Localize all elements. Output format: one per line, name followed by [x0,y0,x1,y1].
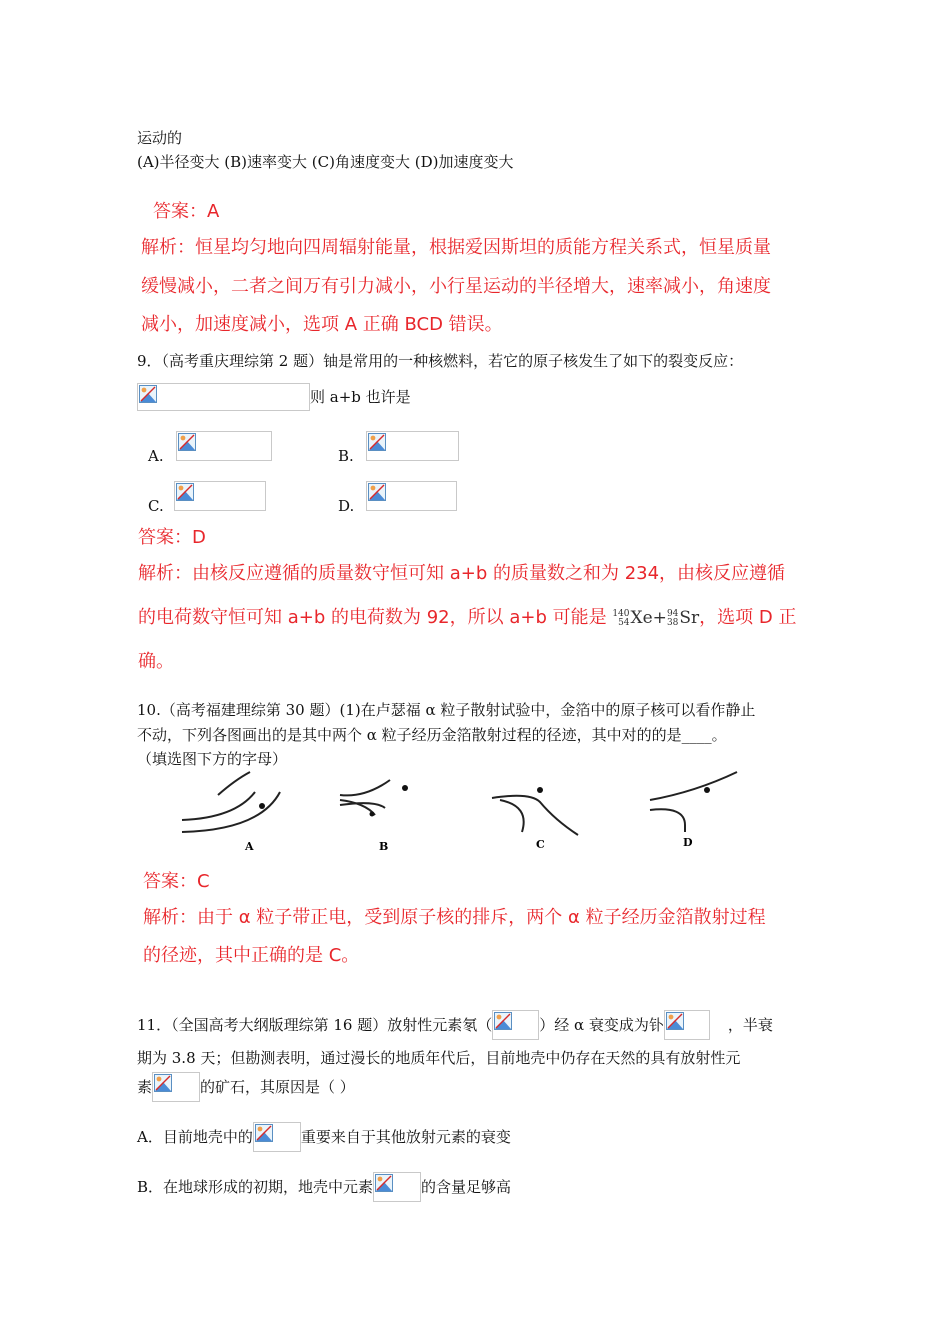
xe-charge-number: 54 [618,617,630,628]
q9-analysis-line-1: 解析：由核反应遵循的质量数守恒可知 a+b 的质量数之和为 234，由核反应遵循 [138,563,786,584]
xe-mass-number: 140 [612,608,630,619]
q11-option-a [137,1120,511,1153]
q11-stem-line-3 [137,1070,355,1103]
figure-b-trajectory [335,770,435,855]
q11-stem-line-3-tail: 的矿石，其原因是（ ） [200,1078,355,1096]
figure-b-label: B [379,840,389,853]
q9-answer: 答案：D [138,527,206,548]
q10-analysis-line-2: 的径迹，其中正确的是 C。 [143,945,360,966]
q11-option-b-text: B．在地球形成的初期，地壳中元素 [137,1178,374,1196]
broken-image-icon [368,483,386,501]
sr-mass-number: 94 [666,608,679,619]
broken-image-icon [176,483,194,501]
radon-element-image [152,1072,200,1102]
q9-option-c-label: C. [148,497,164,515]
polonium-symbol-image [664,1010,710,1040]
q9-option-a-label: A. [148,447,164,465]
q11-option-a-tail: 重要来自于其他放射元素的衰变 [300,1128,511,1146]
q11-stem-line-1-tail: ，半衰 [727,1016,773,1034]
figure-a-label: A [245,840,254,853]
q11-option-a-image [253,1122,301,1152]
q8-answer: 答案：A [153,201,220,222]
q9-option-b-label: B. [338,447,354,465]
broken-image-icon [375,1174,393,1192]
q9-analysis-line-2 [138,604,796,632]
figure-d-trajectory [645,770,755,855]
q9-option-b-image [366,431,459,461]
xe-symbol: Xe+ [630,608,667,628]
equation-image-placeholder [137,383,310,411]
figure-a-trajectory [180,770,290,855]
q11-stem-line-1 [137,1008,773,1041]
q10-stem-line-1: 10.（高考福建理综第 30 题）(1)在卢瑟福 α 粒子散射试验中，金箔中的原子核可以看作静止 [137,701,756,719]
q8-analysis-line-3: 减小，加速度减小，选项 A 正确 BCD 错误。 [141,314,503,335]
figure-d-label: D [683,836,693,849]
q9-analysis-line-2-text: 的电荷数守恒可知 a+b 的电荷数为 92，所以 a+b 可能是 [138,607,607,628]
q11-option-b-image [373,1172,421,1202]
broken-image-icon [666,1012,684,1030]
q8-options: (A)半径变大 (B)速率变大 (C)角速度变大 (D)加速度变大 [137,153,514,171]
sr-charge-number: 38 [666,617,679,628]
q11-stem-line-2: 期为 3.8 天；但勘测表明，通过漫长的地质年代后，目前地壳中仍存在天然的具有放射性元 [137,1049,741,1067]
q8-analysis-line-2: 缓慢减小，二者之间万有引力减小，小行星运动的半径增大，速率减小，角速度 [141,276,771,297]
q8-stem-tail: 运动的 [137,129,183,147]
q8-analysis-line-1: 解析：恒星均匀地向四周辐射能量，根据爱因斯坦的质能方程关系式，恒星质量 [141,237,771,258]
q11-option-b [137,1170,511,1203]
q10-answer: 答案：C [143,871,210,892]
q9-analysis-line-2-tail: ，选项 D 正 [699,607,797,628]
sr-symbol: Sr [679,608,700,628]
q10-stem-line-3: （填选图下方的字母） [137,750,288,768]
q9-analysis-line-3: 确。 [138,651,174,672]
q9-option-d-label: D. [338,497,355,515]
figure-c-trajectory [490,770,590,855]
q11-option-a-text: A．目前地壳中的 [137,1128,253,1146]
q9-nuclide-formula [612,608,699,628]
sr-numbers [667,610,678,628]
broken-image-icon [255,1124,273,1142]
q11-stem-line-1-text: 11．（全国高考大纲版理综第 16 题）放射性元素氡（ [137,1016,493,1034]
q10-stem-line-2: 不动，下列各图画出的是其中两个 α 粒子经历金箔散射过程的径迹，其中对的的是____。 [137,726,727,744]
q9-stem-line-2 [137,382,411,411]
q9-stem: 9．（高考重庆理综第 2 题）铀是常用的一种核燃料，若它的原子核发生了如下的裂变反应： [137,352,744,370]
q11-stem-line-1-middle: ）经 α 衰变成为钋 [539,1016,664,1034]
broken-image-icon [494,1012,512,1030]
q9-option-c-image [174,481,266,511]
q9-stem-tail: 则 a+b 也许是 [310,388,411,406]
q9-option-a-image [176,431,272,461]
q11-option-b-tail: 的含量足够高 [421,1178,512,1196]
broken-image-icon [368,433,386,451]
q9-option-d-image [366,481,457,511]
broken-image-icon [154,1074,172,1092]
figure-c-label: C [536,838,545,851]
xe-numbers [612,610,629,628]
q11-stem-line-3-text: 素 [137,1078,153,1096]
radon-symbol-image [492,1010,539,1040]
broken-image-icon [139,385,157,403]
broken-image-icon [178,433,196,451]
q10-analysis-line-1: 解析：由于 α 粒子带正电，受到原子核的排斥，两个 α 粒子经历金箔散射过程 [143,907,766,928]
